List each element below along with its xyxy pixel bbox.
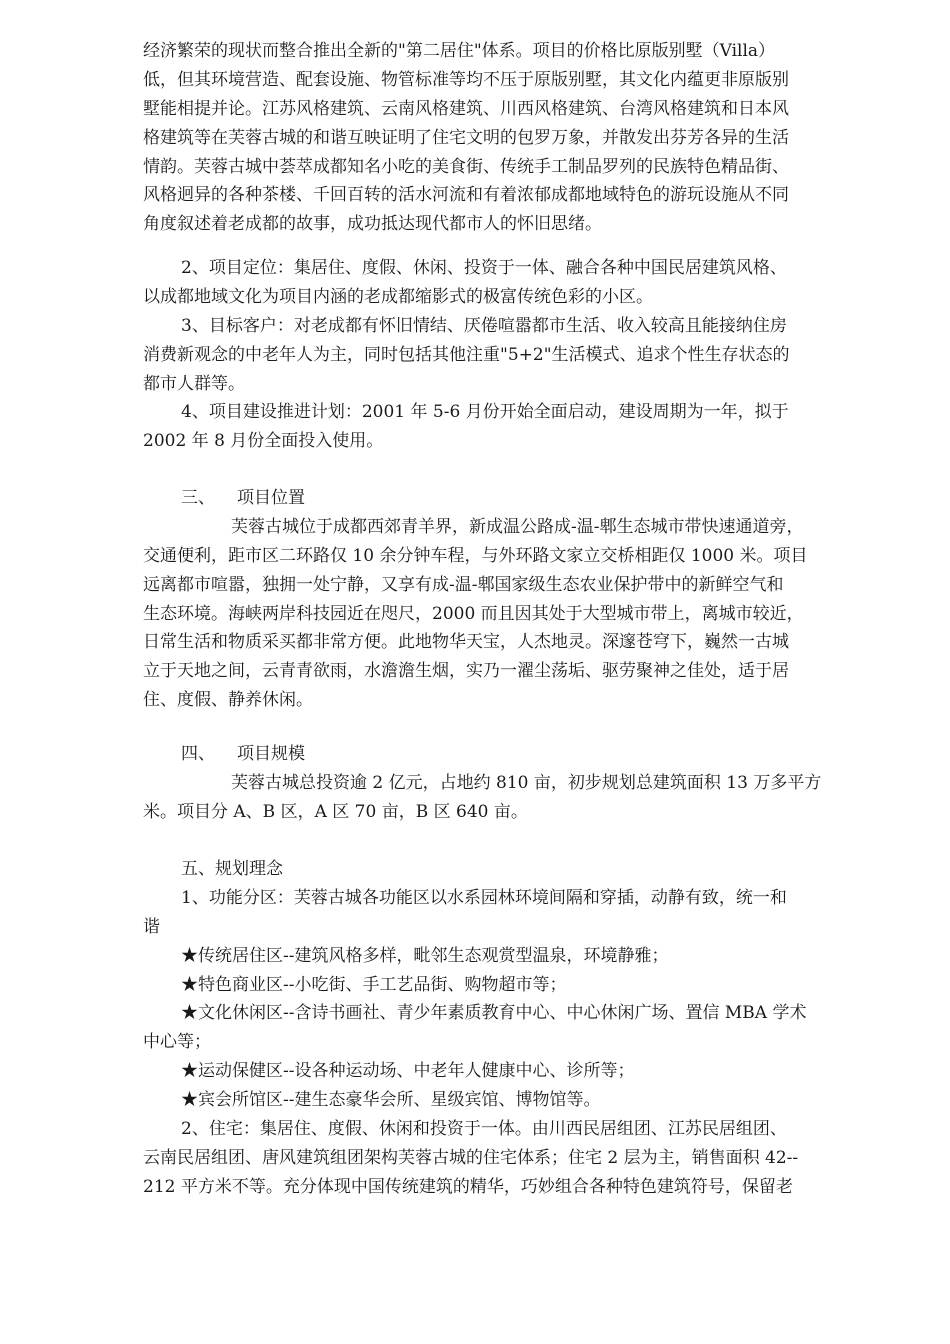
document-page (143, 0, 878, 1344)
text-line: 1、功能分区：芙蓉古城各功能区以水系园林环境间隔和穿插，动静有致，统一和 (181, 887, 787, 908)
text-line: 情韵。芙蓉古城中荟萃成都知名小吃的美食街、传统手工制品罗列的民族特色精品街、 (143, 156, 789, 177)
text-line: 以成都地域文化为项目内涵的老成都缩影式的极富传统色彩的小区。 (143, 286, 653, 307)
text-line: 212 平方米不等。充分体现中国传统建筑的精华，巧妙组合各种特色建筑符号，保留老 (143, 1176, 793, 1197)
text-line: 3、目标客户：对老成都有怀旧情结、厌倦喧嚣都市生活、收入较高且能接纳住房 (181, 316, 787, 336)
text-line: 米。项目分 A、B 区，A 区 70 亩，B 区 640 亩。 (143, 801, 528, 822)
target-customers-paragraph (143, 312, 878, 399)
text-line: 角度叙述着老成都的故事，成功抵达现代都市人的怀旧思绪。 (143, 214, 602, 235)
text-line: 日常生活和物质采买都非常方便。此地物华天宝，人杰地灵。深邃苍穹下，巍然一古城 (143, 632, 789, 653)
text-line: 住、度假、静养休闲。 (143, 690, 313, 711)
section-heading (143, 484, 878, 513)
text-line: 低，但其环境营造、配套设施、物管标准等均不压于原版别墅，其文化内蕴更非原版别 (143, 69, 789, 90)
bullet-continuation: 中心等； (143, 1032, 211, 1053)
section-scale (143, 740, 878, 827)
intro-paragraph (143, 37, 878, 239)
bullet-line: ★运动保健区--设各种运动场、中老年人健康中心、诊所等； (181, 1061, 635, 1082)
bullet-line: ★传统居住区--建筑风格多样，毗邻生态观赏型温泉，环境静雅； (181, 945, 669, 966)
section-location (143, 484, 878, 715)
text-line: 立于天地之间，云青青欲雨，水澹澹生烟，实乃一濯尘荡垢、驱劳聚神之佳处，适于居 (143, 661, 789, 682)
text-line: 生态环境。海峡两岸科技园近在咫尺，2000 而且因其处于大型城市带上，离城市较近， (143, 603, 804, 624)
section-title: 项目位置 (237, 488, 305, 508)
section-title: 项目规模 (237, 744, 305, 764)
section-heading (143, 740, 878, 769)
text-line: 谐 (143, 916, 160, 937)
text-line: 风格迥异的各种茶楼、千回百转的活水河流和有着浓郁成都地域特色的游玩设施从不同 (143, 185, 789, 206)
section-number: 三、 (181, 488, 215, 508)
bullet-line: ★宾会所馆区--建生态豪华会所、星级宾馆、博物馆等。 (181, 1090, 601, 1111)
bullet-line: ★特色商业区--小吃街、手工艺品街、购物超市等； (181, 974, 567, 995)
text-line: 经济繁荣的现状而整合推出全新的"第二居住"体系。项目的价格比原版别墅（Villa） (143, 41, 776, 61)
section-planning-concept (143, 855, 878, 1202)
text-line: 交通便利，距市区二环路仅 10 余分钟车程，与外环路文家立交桥相距仅 1000 米。项目 (143, 545, 808, 566)
text-line: 都市人群等。 (143, 373, 245, 394)
text-line: 消费新观念的中老年人为主，同时包括其他注重"5+2"生活模式、追求个性生存状态的 (143, 344, 790, 365)
text-line: 芙蓉古城总投资逾 2 亿元，占地约 810 亩，初步规划总建筑面积 13 万多平方 (231, 772, 822, 793)
text-line: 2、项目定位：集居住、度假、休闲、投资于一体、融合各种中国民居建筑风格、 (181, 258, 787, 278)
text-line: 2、住宅：集居住、度假、休闲和投资于一体。由川西民居组团、江苏民居组团、 (181, 1119, 787, 1140)
project-positioning-paragraph (143, 254, 878, 312)
bullet-line: ★文化休闲区--含诗书画社、青少年素质教育中心、中心休闲广场、置信 MBA 学术 (181, 1003, 807, 1024)
text-line: 2002 年 8 月份全面投入使用。 (143, 430, 384, 451)
text-line: 云南民居组团、唐风建筑组团架构芙蓉古城的住宅体系；住宅 2 层为主，销售面积 42-- (143, 1147, 799, 1168)
section-heading: 五、规划理念 (181, 859, 283, 879)
section-number: 四、 (181, 744, 215, 764)
text-line: 远离都市喧嚣，独拥一处宁静，又享有成-温-郫国家级生态农业保护带中的新鲜空气和 (143, 574, 784, 595)
text-line: 格建筑等在芙蓉古城的和谐互映证明了住宅文明的包罗万象，并散发出芬芳各异的生活 (143, 127, 789, 148)
text-line: 芙蓉古城位于成都西郊青羊界，新成温公路成-温-郫生态城市带快速通道旁， (231, 516, 804, 537)
construction-plan-paragraph (143, 398, 878, 456)
text-line: 墅能相提并论。江苏风格建筑、云南风格建筑、川西风格建筑、台湾风格建筑和日本风 (143, 98, 789, 119)
text-line: 4、项目建设推进计划：2001 年 5-6 月份开始全面启动，建设周期为一年，拟于 (181, 402, 789, 422)
